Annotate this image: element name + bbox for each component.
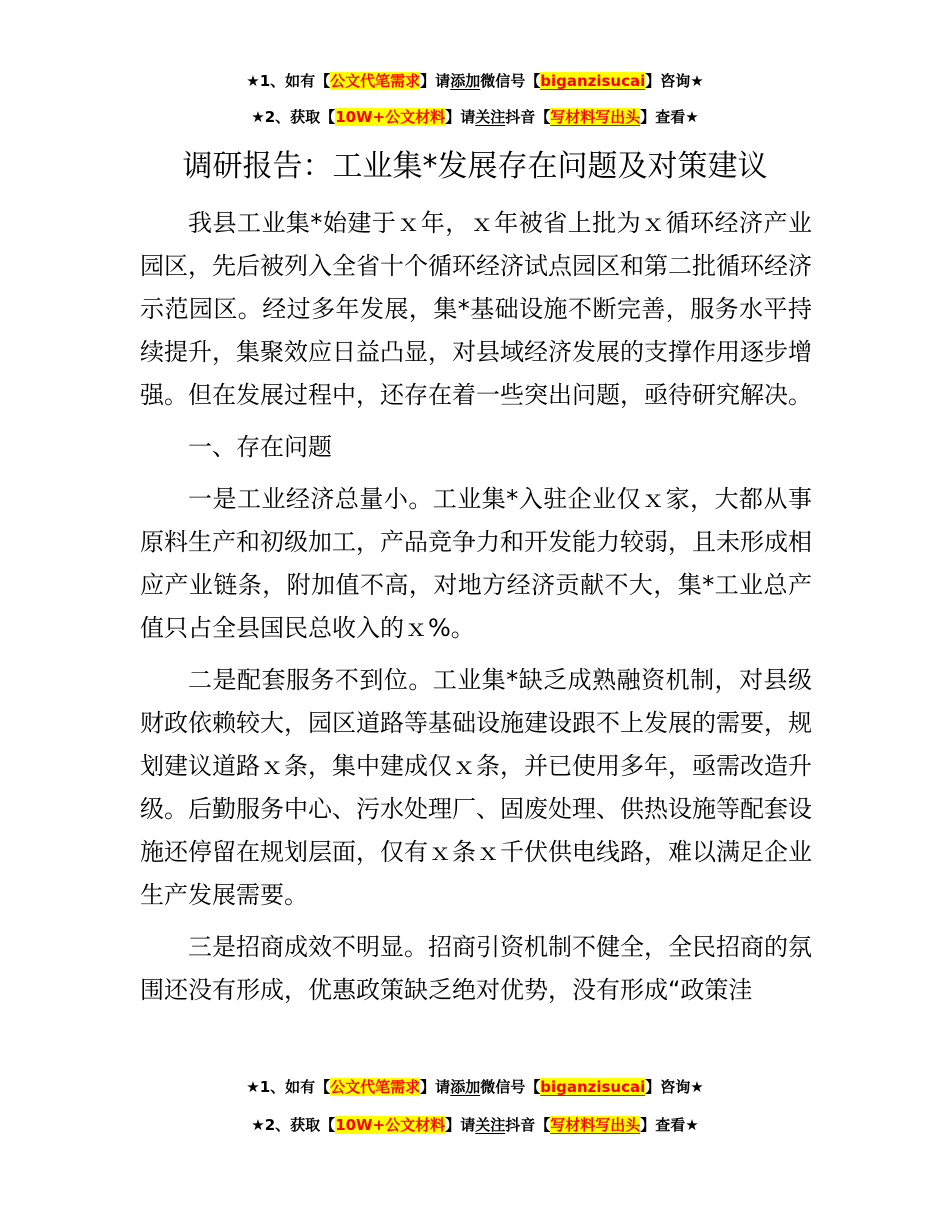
highlight-wechat-id: biganzisucai: [540, 1078, 646, 1096]
highlight-materials: 10W+公文材料: [335, 1116, 446, 1134]
problem-paragraph-3: 三是招商成效不明显。招商引资机制不健全，全民招商的氛围还没有形成，优惠政策缺乏绝对优势，没有形成“政策洼: [140, 933, 812, 1004]
highlight-materials: 10W+公文材料: [335, 108, 446, 126]
header-notice-line-1: ★1、如有【公文代笔需求】请添加微信号【biganzisucai】咨询★: [246, 72, 704, 90]
problem-paragraph-2: 二是配套服务不到位。工业集*缺乏成熟融资机制，对县级财政依赖较大，园区道路等基础设施建设跟不上发展的需要，规划建议道路ｘ条，集中建成仅ｘ条，并已使用多年，亟需改造升级。后勤服务中心、污水处理厂、固废处理、供热设施等配套设施还停留在规划层面，仅有ｘ条ｘ千伏供电线路，难以满足企业生产发展需要。: [140, 666, 812, 909]
emphasis-add: 添加: [450, 1078, 481, 1096]
footer-notice-line-2: ★2、获取【10W+公文材料】请关注抖音【写材料写出头】查看★: [251, 1116, 699, 1134]
document-title: 调研报告：工业集*发展存在问题及对策建议: [182, 149, 768, 184]
highlight-service: 公文代笔需求: [330, 72, 421, 90]
document-body: [140, 202, 812, 1021]
section-heading: 一、存在问题: [188, 433, 332, 461]
footer-notice-line-1: ★1、如有【公文代笔需求】请添加微信号【biganzisucai】咨询★: [246, 1078, 704, 1096]
highlight-douyin-account: 写材料写出头: [550, 108, 641, 126]
highlight-service: 公文代笔需求: [330, 1078, 421, 1096]
intro-paragraph: 我县工业集*始建于ｘ年，ｘ年被省上批为ｘ循环经济产业园区，先后被列入全省十个循环经济试点园区和第二批循环经济示范园区。经过多年发展，集*基础设施不断完善，服务水平持续提升，集聚效应日益凸显，对县域经济发展的支撑作用逐步增强。但在发展过程中，还存在着一些突出问题，亟待研究解决。: [140, 209, 812, 409]
highlight-douyin-account: 写材料写出头: [550, 1116, 641, 1134]
highlight-wechat-id: biganzisucai: [540, 72, 646, 90]
emphasis-add: 添加: [450, 72, 481, 90]
emphasis-follow: 关注: [475, 108, 506, 126]
emphasis-follow: 关注: [475, 1116, 506, 1134]
problem-paragraph-1: 一是工业经济总量小。工业集*入驻企业仅ｘ家，大都从事原料生产和初级加工，产品竞争力和开发能力较弱，且未形成相应产业链条，附加值不高，对地方经济贡献不大，集*工业总产值只占全县国民总收入的ｘ%。: [140, 485, 812, 642]
header-notice-line-2: ★2、获取【10W+公文材料】请关注抖音【写材料写出头】查看★: [251, 108, 699, 126]
